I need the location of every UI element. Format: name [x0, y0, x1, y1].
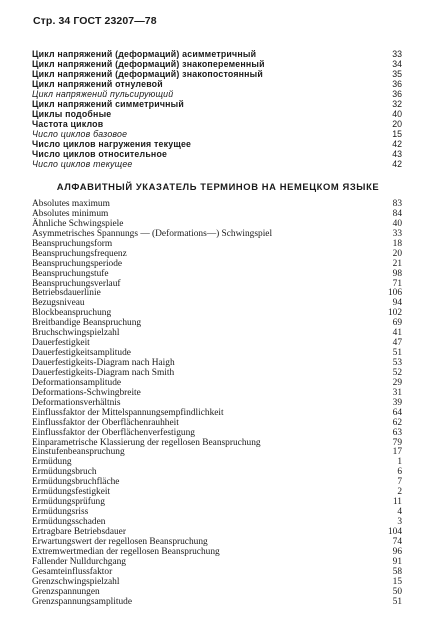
term-text: Gesamteinflussfaktor: [32, 566, 113, 577]
term-text: Частота циклов: [32, 119, 104, 129]
term-number: 33: [392, 228, 402, 239]
term-text: Absolutes maximum: [32, 199, 110, 209]
term-text: Ermüdungsfestigkeit: [32, 487, 111, 498]
term-text: Цикл напряжений (деформаций) знакопеременный: [32, 59, 265, 69]
term-text: Absolutes minimum: [32, 208, 109, 219]
term-text: Deformationsamplitude: [32, 377, 122, 388]
term-text: Dauerfestigkeits-Diagram nach Smith: [32, 367, 175, 378]
term-text: Ermüdungsbruch: [32, 467, 97, 478]
term-text: Beanspruchungsfrequenz: [32, 248, 127, 259]
term-number: 4: [397, 507, 402, 518]
term-number: 21: [392, 258, 402, 269]
term-number: 58: [392, 566, 402, 577]
term-number: 50: [392, 586, 402, 597]
term-text: Dauerfestigkeit: [32, 338, 90, 349]
term-text: Asymmetrisches Spannungs — (Deformations—) Schwingspiel: [32, 228, 273, 239]
term-number: 94: [392, 298, 402, 309]
term-number: 40: [392, 218, 402, 229]
term-number: 43: [392, 149, 402, 159]
term-number: 79: [392, 437, 402, 448]
russian-term-row: [32, 149, 402, 159]
german-term-row: [32, 429, 402, 439]
term-number: 106: [387, 288, 402, 299]
term-text: Dauerfestigkeits-Diagram nach Haigh: [32, 358, 175, 368]
term-text: Blockbeanspruchung: [32, 308, 112, 319]
term-text: Beanspruchungsform: [32, 238, 113, 249]
german-term-row: [32, 588, 402, 598]
russian-term-row: [32, 129, 402, 139]
term-text: Deformations-Schwingbreite: [32, 387, 141, 398]
term-text: Число циклов текущее: [32, 159, 133, 169]
russian-terms-list: [32, 49, 402, 169]
term-number: 7: [397, 477, 402, 488]
term-number: 74: [392, 536, 402, 547]
term-text: Grenzspannungsamplitude: [32, 596, 132, 607]
term-text: Einflussfaktor der Oberflächenverfestigung: [32, 427, 195, 438]
term-number: 15: [392, 129, 402, 139]
term-number: 71: [392, 278, 402, 289]
term-number: 20: [392, 248, 402, 259]
russian-term-row: [32, 159, 402, 169]
term-number: 98: [392, 268, 402, 279]
term-text: Einstufenbeanspruchung: [32, 447, 125, 458]
term-number: 33: [392, 49, 402, 59]
russian-term-row: [32, 89, 402, 99]
page-header: Стр. 34 ГОСТ 23207—78: [33, 15, 157, 27]
term-text: Beanspruchungstufe: [32, 268, 109, 279]
term-text: Breitbandige Beanspruchung: [32, 318, 142, 329]
term-text: Ermüdung: [32, 457, 72, 468]
term-text: Число циклов относительное: [32, 149, 168, 159]
term-text: Beanspruchungsperiode: [32, 258, 123, 269]
term-number: 6: [397, 467, 402, 478]
term-number: 17: [392, 447, 402, 458]
russian-term-row: [32, 139, 402, 149]
term-number: 20: [392, 119, 402, 129]
term-number: 35: [392, 69, 402, 79]
term-number: 42: [392, 139, 402, 149]
russian-term-row: [32, 69, 402, 79]
term-text: Ermüdungsschaden: [32, 517, 106, 527]
term-number: 84: [392, 208, 402, 219]
russian-term-row: [32, 109, 402, 119]
term-number: 2: [397, 487, 402, 498]
term-number: 51: [392, 348, 402, 359]
term-number: 1: [397, 457, 402, 468]
term-number: 18: [392, 238, 402, 249]
german-term-row: [32, 270, 402, 280]
term-number: 36: [392, 79, 402, 89]
term-number: 96: [392, 546, 402, 557]
term-number: 91: [392, 556, 402, 567]
term-text: Цикл напряжений (деформаций) асимметричный: [32, 49, 257, 59]
russian-term-row: [32, 79, 402, 89]
term-number: 63: [392, 427, 402, 438]
term-number: 42: [392, 159, 402, 169]
term-number: 52: [392, 367, 402, 378]
term-number: 29: [392, 377, 402, 388]
term-text: Beanspruchungsverlauf: [32, 278, 121, 289]
term-number: 40: [392, 109, 402, 119]
german-term-row: [32, 448, 402, 458]
russian-term-row: [32, 99, 402, 109]
german-term-row: [32, 289, 402, 299]
term-number: 47: [392, 338, 402, 349]
russian-term-row: [32, 49, 402, 59]
term-text: Grenzschwingspielzahl: [32, 576, 120, 587]
term-number: 41: [392, 328, 402, 339]
term-number: 51: [392, 596, 402, 607]
term-text: Ermüdungsbruchfläche: [32, 477, 120, 488]
term-number: 3: [397, 517, 402, 527]
term-text: Dauerfestigkeitsamplitude: [32, 348, 131, 359]
term-text: Einparametrische Klassierung der regellosen Beanspruchung: [32, 437, 261, 448]
german-terms-list: [32, 200, 402, 607]
term-text: Ähnliche Schwingspiele: [32, 218, 124, 229]
term-number: 34: [392, 59, 402, 69]
term-number: 31: [392, 387, 402, 398]
term-text: Erwartungswert der regellosen Beanspruchung: [32, 536, 208, 547]
term-text: Ermüdungsriss: [32, 507, 89, 518]
term-text: Bezugsniveau: [32, 298, 85, 309]
german-term-row: [32, 598, 402, 608]
term-number: 15: [392, 576, 402, 587]
term-number: 53: [392, 358, 402, 368]
term-text: Betriebsdauerlinie: [32, 288, 101, 299]
term-number: 32: [392, 99, 402, 109]
section-title: АЛФАВИТНЫЙ УКАЗАТЕЛЬ ТЕРМИНОВ НА НЕМЕЦКОМ ЯЗЫКЕ: [56, 181, 380, 192]
term-number: 39: [392, 397, 402, 408]
term-text: Цикл напряжений (деформаций) знакопостоянный: [32, 69, 264, 79]
term-text: Extremwertmedian der regellosen Beanspruchung: [32, 546, 220, 557]
term-number: 11: [392, 497, 402, 508]
term-number: 64: [392, 407, 402, 418]
russian-term-row: [32, 59, 402, 69]
term-number: 104: [387, 526, 402, 537]
term-text: Bruchschwingspielzahl: [32, 328, 120, 339]
term-text: Fallender Nulldurchgang: [32, 556, 126, 567]
term-number: 102: [387, 308, 402, 319]
term-number: 36: [392, 89, 402, 99]
term-text: Цикл напряжений пульсирующий: [32, 89, 174, 99]
term-text: Einflussfaktor der Mittelspannungsempfindlichkeit: [32, 407, 224, 418]
term-text: Grenzspannungen: [32, 586, 100, 597]
term-text: Цикл напряжений отнулевой: [32, 79, 163, 89]
term-text: Число циклов базовое: [32, 129, 128, 139]
russian-term-row: [32, 119, 402, 129]
term-number: 69: [392, 318, 402, 329]
term-number: 83: [392, 199, 402, 209]
term-text: Ertragbare Betriebsdauer: [32, 526, 126, 537]
term-text: Deformationsverhältnis: [32, 397, 121, 408]
term-text: Цикл напряжений симметричный: [32, 99, 184, 109]
term-text: Einflussfaktor der Oberflächenrauhheit: [32, 417, 179, 428]
term-text: Ermüdungsprüfung: [32, 497, 105, 508]
term-number: 62: [392, 417, 402, 428]
term-text: Число циклов нагружения текущее: [32, 139, 192, 149]
term-text: Циклы подобные: [32, 109, 112, 119]
